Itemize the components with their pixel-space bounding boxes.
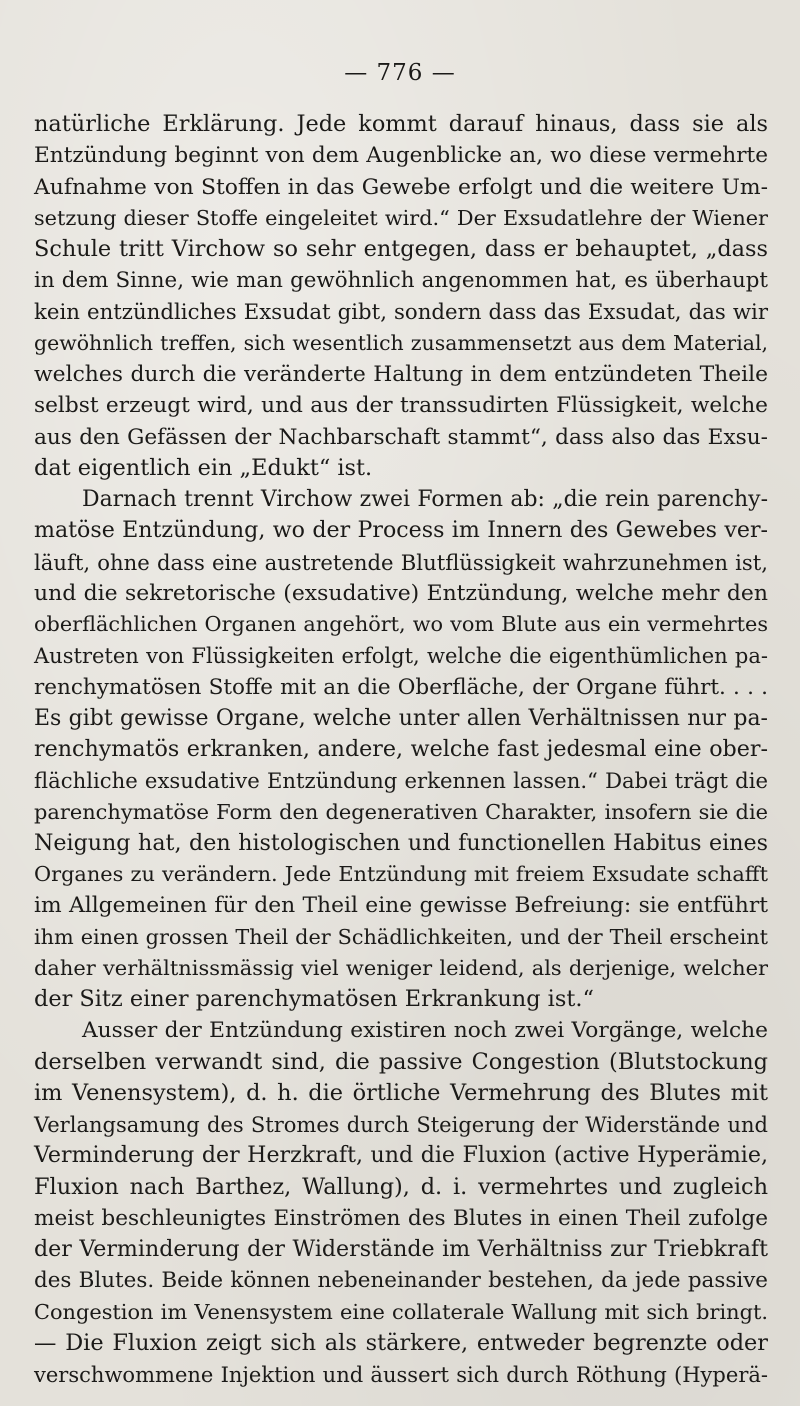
text-line: meist beschleunigtes Einströmen des Blutes in einen Theil zufolge — [34, 1205, 768, 1231]
text-line: Fluxion nach Barthez, Wallung), d. i. vermehrtes und zugleich — [34, 1173, 768, 1200]
text-line: flächliche exsudative Entzündung erkennen lassen.“ Dabei trägt die — [34, 768, 768, 794]
text-line: derselben verwandt sind, die passive Congestion (Blutstockung — [34, 1048, 768, 1075]
text-line: Organes zu verändern. Jede Entzündung mit freiem Exsudate schafft — [34, 862, 768, 886]
text-line: natürliche Erklärung. Jede kommt darauf hinaus, dass sie als — [34, 111, 768, 137]
text-line: des Blutes. Beide können nebeneinander bestehen, da jede passive — [34, 1268, 768, 1294]
text-line: Austreten von Flüssigkeiten erfolgt, welche die eigenthümlichen pa- — [34, 643, 768, 669]
text-line: im Allgemeinen für den Theil eine gewisse Befreiung: sie entführt — [34, 893, 768, 919]
text-line: in dem Sinne, wie man gewöhnlich angenommen hat, es überhaupt — [34, 268, 768, 294]
text-line: im Venensystem), d. h. die örtliche Vermehrung des Blutes mit — [34, 1079, 768, 1106]
text-line: Es gibt gewisse Organe, welche unter allen Verhältnissen nur pa- — [34, 705, 768, 731]
text-line: Congestion im Venensystem eine collaterale Wallung mit sich bringt. — [34, 1299, 768, 1324]
text-line: welches durch die veränderte Haltung in dem entzündeten Theile — [34, 362, 768, 387]
text-line: Verlangsamung des Stromes durch Steigerung der Widerstände und — [34, 1112, 768, 1137]
text-line: oberflächlichen Organen angehört, wo vom Blute aus ein vermehrtes — [34, 612, 768, 636]
text-line: renchymatös erkranken, andere, welche fast jedesmal eine ober- — [34, 736, 768, 762]
text-line: setzung dieser Stoffe eingeleitet wird.“ Der Exsudatlehre der Wiener — [34, 205, 768, 230]
text-line: ihm einen grossen Theil der Schädlichkeiten, und der Theil erscheint — [34, 924, 768, 949]
text-line: Aufnahme von Stoffen in das Gewebe erfolgt und die weitere Um- — [34, 174, 768, 200]
text-line: selbst erzeugt wird, und aus der transsudirten Flüssigkeit, welche — [34, 393, 768, 419]
text-line: Neigung hat, den histologischen und functionellen Habitus eines — [34, 829, 768, 856]
text-line: und die sekretorische (exsudative) Entzündung, welche mehr den — [34, 580, 768, 606]
text-line: Ausser der Entzündung existiren noch zwei Vorgänge, welche — [82, 1018, 768, 1044]
text-line: läuft, ohne dass eine austretende Blutflüssigkeit wahrzunehmen ist, — [34, 549, 768, 575]
text-line: parenchymatöse Form den degenerativen Charakter, insofern sie die — [34, 799, 768, 824]
text-line: kein entzündliches Exsudat gibt, sondern dass das Exsudat, das wir — [34, 299, 768, 325]
text-line: Verminderung der Herzkraft, und die Fluxion (active Hyperämie, — [34, 1142, 768, 1169]
text-line: — Die Fluxion zeigt sich als stärkere, entweder begrenzte oder — [34, 1329, 768, 1356]
text-line: renchymatösen Stoffe mit an die Oberfläche, der Organe führt. . . . — [34, 674, 768, 700]
text-line: der Verminderung der Widerstände im Verhältniss zur Triebkraft — [34, 1236, 768, 1262]
text-line: Darnach trennt Virchow zwei Formen ab: „die rein parenchy- — [82, 487, 768, 512]
text-line: Schule tritt Virchow so sehr entgegen, dass er behauptet, „dass — [34, 236, 768, 262]
text-line: gewöhnlich treffen, sich wesentlich zusammensetzt aus dem Material, — [34, 330, 768, 355]
page-number: — 776 — — [344, 60, 456, 86]
text-line: Entzündung beginnt von dem Augenblicke an, wo diese vermehrte — [34, 143, 768, 169]
text-line: dat eigentlich ein „Edukt“ ist. — [34, 454, 373, 481]
body-text — [34, 109, 768, 1390]
text-line: aus den Gefässen der Nachbarschaft stammt“, dass also das Exsu- — [34, 424, 768, 450]
text-line: der Sitz einer parenchymatösen Erkrankung ist.“ — [34, 986, 594, 1012]
text-line: daher verhältnissmässig viel weniger leidend, als derjenige, welcher — [34, 955, 768, 980]
text-line: verschwommene Injektion und äussert sich durch Röthung (Hyperä- — [34, 1362, 768, 1387]
text-line: matöse Entzündung, wo der Process im Innern des Gewebes ver- — [34, 517, 768, 544]
